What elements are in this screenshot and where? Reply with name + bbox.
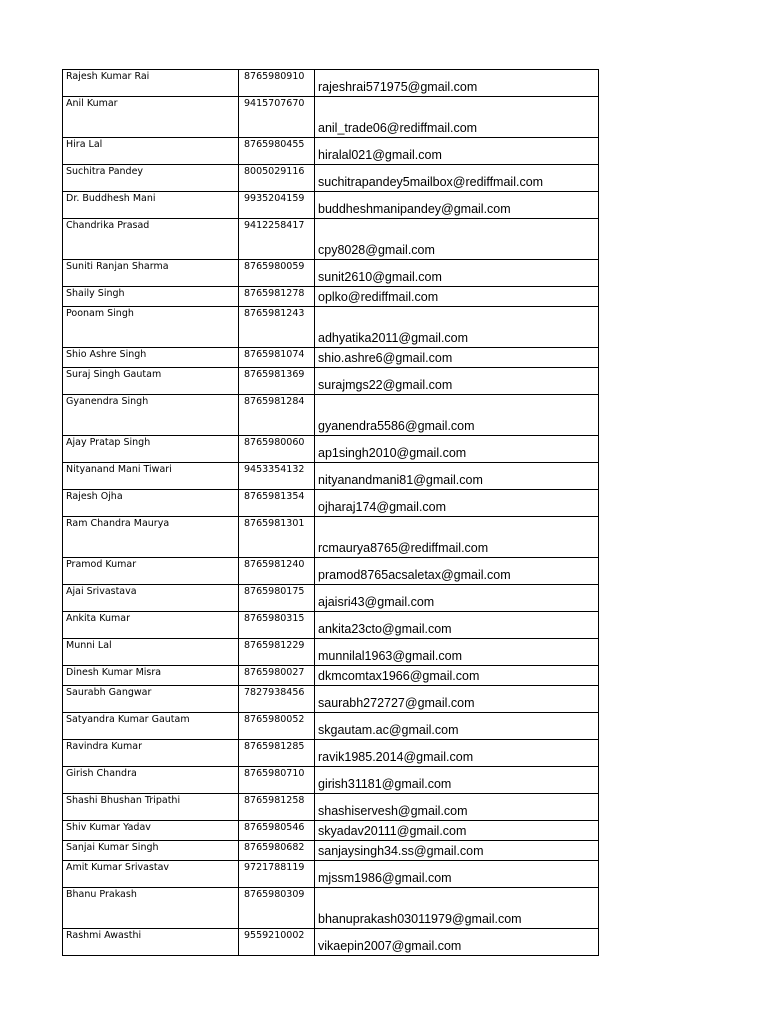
contact-name: Ajai Srivastava (63, 585, 239, 612)
table-row (63, 70, 599, 97)
contact-phone: 8765980059 (239, 260, 315, 287)
contact-phone: 9453354132 (239, 463, 315, 490)
contact-phone: 8765981354 (239, 490, 315, 517)
contact-name: Amit Kumar Srivastav (63, 861, 239, 888)
contact-email: bhanuprakash03011979@gmail.com (315, 888, 599, 929)
contact-email: buddheshmanipandey@gmail.com (315, 192, 599, 219)
contact-phone: 8765981285 (239, 740, 315, 767)
contact-phone: 8765981074 (239, 348, 315, 368)
table-row (63, 888, 599, 929)
contact-phone: 8765981258 (239, 794, 315, 821)
contact-name: Suchitra Pandey (63, 165, 239, 192)
contact-name: Hira Lal (63, 138, 239, 165)
contact-email: shashiservesh@gmail.com (315, 794, 599, 821)
table-row (63, 585, 599, 612)
table-row (63, 558, 599, 585)
contact-phone: 8765980027 (239, 666, 315, 686)
table-row (63, 794, 599, 821)
contact-name: Dinesh Kumar Misra (63, 666, 239, 686)
contact-phone: 8765980315 (239, 612, 315, 639)
contact-phone: 8765980910 (239, 70, 315, 97)
table-row (63, 97, 599, 138)
contact-name: Rashmi Awasthi (63, 929, 239, 956)
contact-name: Ravindra Kumar (63, 740, 239, 767)
table-row (63, 767, 599, 794)
contact-email: sunit2610@gmail.com (315, 260, 599, 287)
table-row (63, 612, 599, 639)
contact-name: Bhanu Prakash (63, 888, 239, 929)
contact-name: Saurabh Gangwar (63, 686, 239, 713)
contact-email: adhyatika2011@gmail.com (315, 307, 599, 348)
table-row (63, 686, 599, 713)
contact-email: ravik1985.2014@gmail.com (315, 740, 599, 767)
contact-phone: 9412258417 (239, 219, 315, 260)
contact-name: Munni Lal (63, 639, 239, 666)
contact-email: skyadav20111@gmail.com (315, 821, 599, 841)
contact-phone: 8765980052 (239, 713, 315, 740)
table-row (63, 713, 599, 740)
table-row (63, 463, 599, 490)
contact-phone: 8005029116 (239, 165, 315, 192)
contact-email: gyanendra5586@gmail.com (315, 395, 599, 436)
contact-name: Shaily Singh (63, 287, 239, 307)
table-row (63, 929, 599, 956)
contact-email: suchitrapandey5mailbox@rediffmail.com (315, 165, 599, 192)
contact-email: shio.ashre6@gmail.com (315, 348, 599, 368)
table-row (63, 395, 599, 436)
table-row (63, 821, 599, 841)
contact-name: Nityanand Mani Tiwari (63, 463, 239, 490)
contact-email: rcmaurya8765@rediffmail.com (315, 517, 599, 558)
table-row (63, 436, 599, 463)
contact-name: Ajay Pratap Singh (63, 436, 239, 463)
table-row (63, 348, 599, 368)
contact-phone: 8765980175 (239, 585, 315, 612)
table-row (63, 219, 599, 260)
contact-email: girish31181@gmail.com (315, 767, 599, 794)
contact-email: ankita23cto@gmail.com (315, 612, 599, 639)
contact-email: vikaepin2007@gmail.com (315, 929, 599, 956)
contact-phone: 8765981240 (239, 558, 315, 585)
table-row (63, 138, 599, 165)
contact-email: ap1singh2010@gmail.com (315, 436, 599, 463)
contact-phone: 9721788119 (239, 861, 315, 888)
contact-phone: 9559210002 (239, 929, 315, 956)
contact-phone: 8765981284 (239, 395, 315, 436)
contact-name: Ankita Kumar (63, 612, 239, 639)
contact-name: Dr. Buddhesh Mani (63, 192, 239, 219)
contact-name: Chandrika Prasad (63, 219, 239, 260)
contacts-table (62, 69, 599, 956)
contact-phone: 9935204159 (239, 192, 315, 219)
contact-name: Anil Kumar (63, 97, 239, 138)
contact-name: Suniti Ranjan Sharma (63, 260, 239, 287)
contact-email: saurabh272727@gmail.com (315, 686, 599, 713)
table-row (63, 740, 599, 767)
table-row (63, 368, 599, 395)
contact-name: Rajesh Ojha (63, 490, 239, 517)
contact-name: Girish Chandra (63, 767, 239, 794)
contact-phone: 8765981229 (239, 639, 315, 666)
contact-email: nityanandmani81@gmail.com (315, 463, 599, 490)
contact-email: ajaisri43@gmail.com (315, 585, 599, 612)
contact-phone: 7827938456 (239, 686, 315, 713)
contact-name: Shio Ashre Singh (63, 348, 239, 368)
contact-name: Shashi Bhushan Tripathi (63, 794, 239, 821)
contact-email: surajmgs22@gmail.com (315, 368, 599, 395)
contact-email: sanjaysingh34.ss@gmail.com (315, 841, 599, 861)
contact-phone: 8765981369 (239, 368, 315, 395)
contact-email: cpy8028@gmail.com (315, 219, 599, 260)
contact-name: Satyandra Kumar Gautam (63, 713, 239, 740)
table-row (63, 639, 599, 666)
table-row (63, 165, 599, 192)
contact-email: munnilal1963@gmail.com (315, 639, 599, 666)
contact-phone: 8765980455 (239, 138, 315, 165)
contact-phone: 8765981301 (239, 517, 315, 558)
contact-name: Ram Chandra Maurya (63, 517, 239, 558)
table-row (63, 666, 599, 686)
contact-phone: 8765980309 (239, 888, 315, 929)
table-row (63, 260, 599, 287)
contact-email: anil_trade06@rediffmail.com (315, 97, 599, 138)
table-row (63, 490, 599, 517)
contact-email: pramod8765acsaletax@gmail.com (315, 558, 599, 585)
contact-name: Gyanendra Singh (63, 395, 239, 436)
contact-email: mjssm1986@gmail.com (315, 861, 599, 888)
contact-email: oplko@rediffmail.com (315, 287, 599, 307)
contact-name: Pramod Kumar (63, 558, 239, 585)
contact-name: Shiv Kumar Yadav (63, 821, 239, 841)
contact-name: Suraj Singh Gautam (63, 368, 239, 395)
contact-phone: 8765980710 (239, 767, 315, 794)
table-row (63, 192, 599, 219)
contact-name: Sanjai Kumar Singh (63, 841, 239, 861)
contact-phone: 9415707670 (239, 97, 315, 138)
table-row (63, 861, 599, 888)
contact-email: ojharaj174@gmail.com (315, 490, 599, 517)
contact-phone: 8765980682 (239, 841, 315, 861)
contact-phone: 8765980546 (239, 821, 315, 841)
contact-phone: 8765980060 (239, 436, 315, 463)
contact-email: dkmcomtax1966@gmail.com (315, 666, 599, 686)
table-row (63, 287, 599, 307)
contact-phone: 8765981278 (239, 287, 315, 307)
contact-email: skgautam.ac@gmail.com (315, 713, 599, 740)
table-row (63, 841, 599, 861)
contact-email: rajeshrai571975@gmail.com (315, 70, 599, 97)
contact-phone: 8765981243 (239, 307, 315, 348)
contact-name: Poonam Singh (63, 307, 239, 348)
contact-name: Rajesh Kumar Rai (63, 70, 239, 97)
contact-email: hiralal021@gmail.com (315, 138, 599, 165)
table-row (63, 517, 599, 558)
table-row (63, 307, 599, 348)
